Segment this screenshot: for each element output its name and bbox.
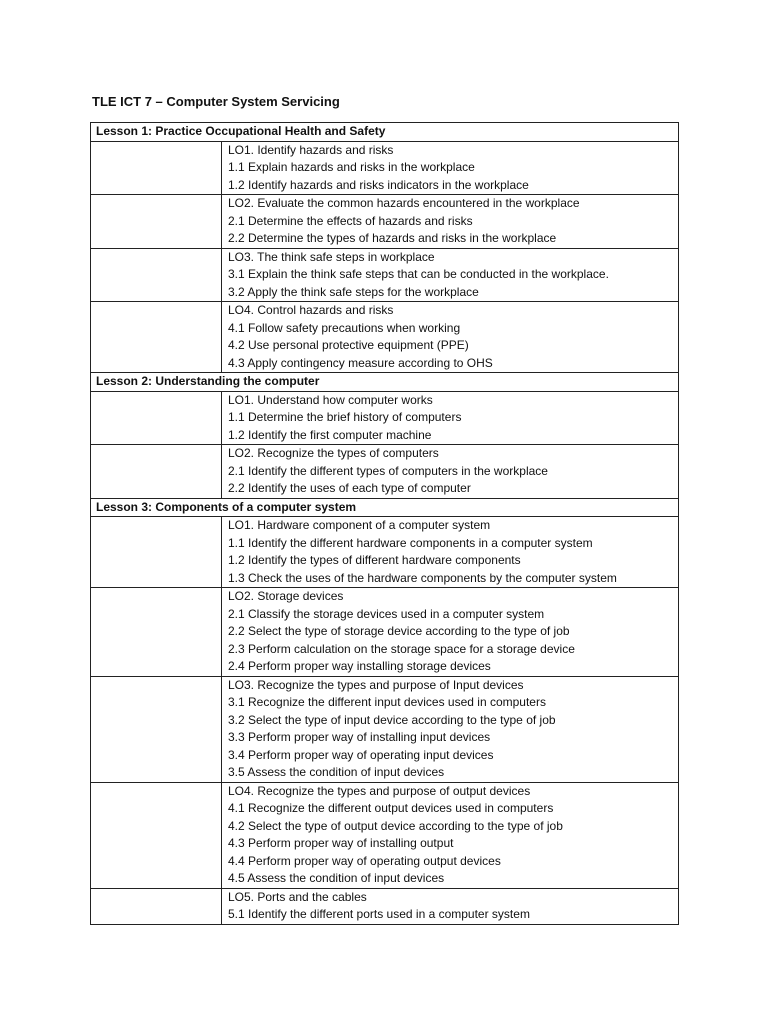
lesson-title: Lesson 3: Components of a computer system — [91, 498, 679, 517]
learning-outcome-title: LO4. Control hazards and risks — [228, 303, 394, 317]
learning-outcome-item: 1.3 Check the uses of the hardware components by the computer system — [228, 570, 617, 585]
objective-row — [91, 588, 679, 677]
learning-outcome-item: 3.1 Recognize the different input devices used in computers — [228, 695, 546, 709]
objective-cell — [222, 588, 679, 677]
learning-outcome-item: 5.1 Identify the different ports used in a computer system — [228, 907, 530, 921]
curriculum-table — [90, 122, 679, 925]
learning-outcome-item: 3.1 Explain the think safe steps that can be conducted in the workplace. — [228, 267, 609, 281]
objective-row — [91, 391, 679, 445]
objective-blank-cell — [91, 445, 222, 499]
objective-cell — [222, 676, 679, 782]
objective-blank-cell — [91, 248, 222, 302]
learning-outcome-item: 2.1 Classify the storage devices used in a computer system — [228, 606, 545, 621]
learning-outcome-title: LO1. Understand how computer works — [228, 392, 433, 407]
learning-outcome-item: 4.3 Perform proper way of installing output — [228, 836, 454, 850]
learning-outcome-item: 2.1 Identify the different types of computers in the workplace — [228, 463, 548, 478]
lesson-row — [91, 123, 679, 142]
objective-row — [91, 517, 679, 588]
lesson-row — [91, 498, 679, 517]
objective-row — [91, 888, 679, 924]
objective-cell — [222, 391, 679, 445]
learning-outcome-item: 1.2 Identify the first computer machine — [228, 427, 432, 442]
learning-outcome-item: 4.3 Apply contingency measure according to OHS — [228, 355, 493, 370]
learning-outcome-title: LO1. Identify hazards and risks — [228, 142, 394, 157]
learning-outcome-item: 1.2 Identify hazards and risks indicators in the workplace — [228, 177, 529, 192]
learning-outcome-title: LO2. Evaluate the common hazards encountered in the workplace — [228, 196, 580, 210]
learning-outcome-title: LO3. The think safe steps in workplace — [228, 249, 435, 264]
objective-cell — [222, 248, 679, 302]
learning-outcome-item: 3.3 Perform proper way of installing input devices — [228, 730, 491, 744]
document-title: TLE ICT 7 – Computer System Servicing — [92, 94, 340, 109]
objective-cell — [222, 141, 679, 195]
objective-row — [91, 445, 679, 499]
objective-blank-cell — [91, 588, 222, 677]
learning-outcome-item: 4.5 Assess the condition of input devices — [228, 871, 445, 885]
objective-blank-cell — [91, 195, 222, 249]
learning-outcome-item: 3.5 Assess the condition of input devices — [228, 765, 445, 779]
learning-outcome-item: 1.1 Identify the different hardware components in a computer system — [228, 535, 593, 550]
objective-blank-cell — [91, 391, 222, 445]
learning-outcome-title: LO2. Storage devices — [228, 589, 344, 603]
objective-blank-cell — [91, 888, 222, 924]
learning-outcome-item: 3.2 Apply the think safe steps for the workplace — [228, 284, 479, 299]
learning-outcome-item: 3.2 Select the type of input device according to the type of job — [228, 712, 556, 727]
objective-blank-cell — [91, 141, 222, 195]
learning-outcome-item: 1.1 Explain hazards and risks in the workplace — [228, 160, 475, 174]
learning-outcome-title: LO2. Recognize the types of computers — [228, 446, 439, 460]
learning-outcome-title: LO1. Hardware component of a computer system — [228, 518, 491, 532]
learning-outcome-title: LO5. Ports and the cables — [228, 889, 367, 904]
learning-outcome-item: 2.2 Select the type of storage device according to the type of job — [228, 624, 570, 638]
objective-row — [91, 248, 679, 302]
learning-outcome-item: 2.1 Determine the effects of hazards and risks — [228, 213, 473, 228]
learning-outcome-item: 2.3 Perform calculation on the storage space for a storage device — [228, 641, 575, 656]
objective-cell — [222, 445, 679, 499]
learning-outcome-item: 1.2 Identify the types of different hardware components — [228, 553, 521, 567]
learning-outcome-item: 4.2 Select the type of output device according to the type of job — [228, 818, 563, 833]
learning-outcome-item: 4.1 Follow safety precautions when working — [228, 320, 461, 335]
objective-blank-cell — [91, 302, 222, 373]
learning-outcome-item: 2.2 Identify the uses of each type of computer — [228, 481, 471, 495]
objective-blank-cell — [91, 517, 222, 588]
objective-cell — [222, 517, 679, 588]
learning-outcome-item: 3.4 Perform proper way of operating input devices — [228, 747, 494, 762]
learning-outcome-title: LO4. Recognize the types and purpose of output devices — [228, 783, 531, 798]
learning-outcome-item: 4.1 Recognize the different output devices used in computers — [228, 801, 554, 815]
objective-cell — [222, 195, 679, 249]
learning-outcome-item: 4.2 Use personal protective equipment (PPE) — [228, 338, 469, 352]
learning-outcome-item: 2.2 Determine the types of hazards and risks in the workplace — [228, 231, 557, 245]
objective-cell — [222, 888, 679, 924]
objective-row — [91, 676, 679, 782]
objective-row — [91, 195, 679, 249]
objective-cell — [222, 302, 679, 373]
objective-blank-cell — [91, 782, 222, 888]
learning-outcome-item: 2.4 Perform proper way installing storage devices — [228, 659, 491, 673]
objective-blank-cell — [91, 676, 222, 782]
objective-cell — [222, 782, 679, 888]
lesson-title: Lesson 2: Understanding the computer — [91, 373, 679, 392]
learning-outcome-item: 4.4 Perform proper way of operating output devices — [228, 853, 501, 868]
lesson-title: Lesson 1: Practice Occupational Health and Safety — [91, 123, 679, 142]
curriculum-table-body — [91, 123, 679, 925]
objective-row — [91, 141, 679, 195]
learning-outcome-item: 1.1 Determine the brief history of computers — [228, 410, 462, 424]
objective-row — [91, 782, 679, 888]
objective-row — [91, 302, 679, 373]
learning-outcome-title: LO3. Recognize the types and purpose of Input devices — [228, 677, 524, 692]
lesson-row — [91, 373, 679, 392]
